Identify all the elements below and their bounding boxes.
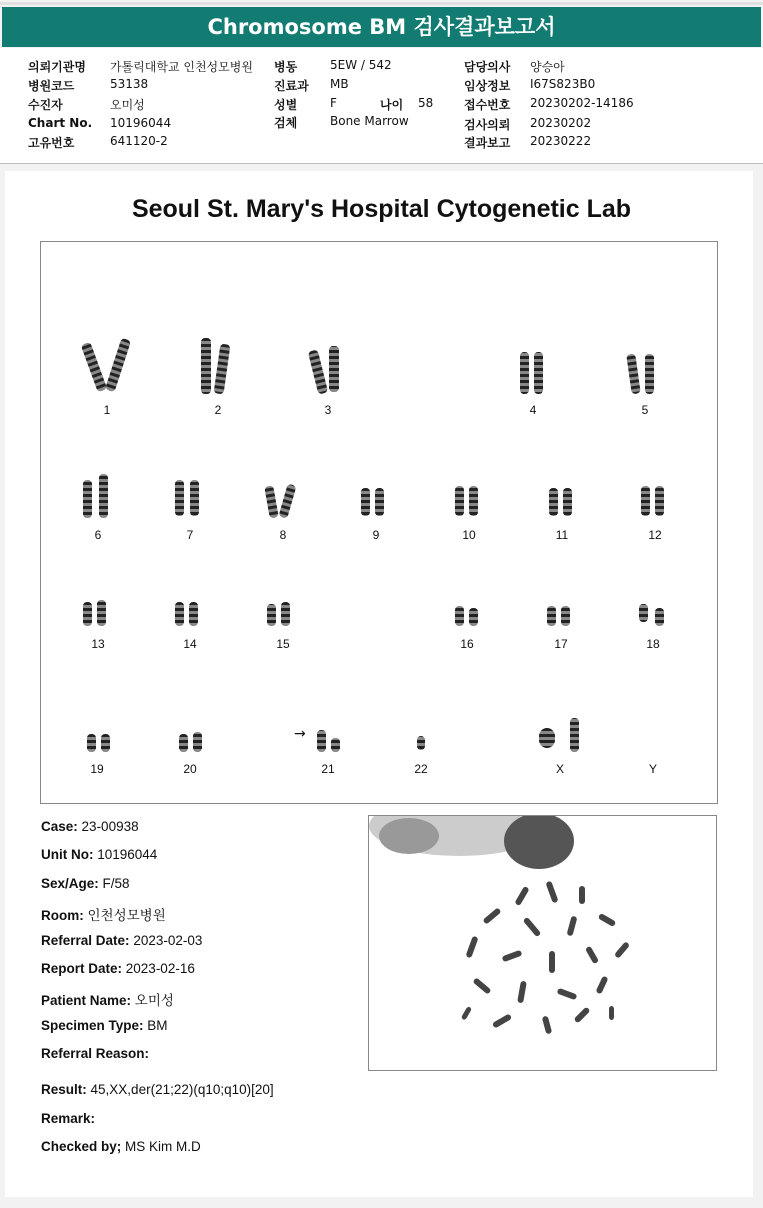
report-field-report-date: Report Date: 2023-02-16 (41, 961, 195, 976)
chromosome-label: 21 (321, 762, 335, 776)
report-field-unit: Unit No: 10196044 (41, 847, 158, 862)
chromosome-label: 19 (90, 762, 104, 776)
info-label: 접수번호 (464, 98, 511, 112)
abnormality-arrow-icon: → (294, 726, 306, 742)
info-label: 검사의뢰 (464, 118, 511, 132)
chromosome-label: 20 (183, 762, 197, 776)
chromosome-label: 13 (91, 637, 105, 651)
chromosome-label: 1 (103, 403, 111, 417)
metaphase-spread-image (368, 815, 717, 1071)
info-label: 수진자 (28, 98, 63, 112)
info-label: 임상정보 (464, 79, 511, 93)
chromosome-label: 5 (641, 403, 649, 417)
report-field-specimen: Specimen Type: BM (41, 1018, 168, 1033)
info-label: 담당의사 (464, 60, 511, 74)
report-field-patient-name: Patient Name: 오미성 (41, 993, 174, 1008)
info-value: 오미성 (110, 98, 145, 112)
info-value: 20230202 (530, 116, 592, 130)
info-value: 10196044 (110, 116, 172, 130)
info-label: 병동 (274, 60, 298, 74)
chromosome-label: X (555, 762, 564, 776)
chromosome-label: 15 (276, 637, 290, 651)
report-field-remark: Remark: (41, 1111, 96, 1126)
chromosome-label: 2 (214, 403, 222, 417)
info-label: 의뢰기관명 (28, 60, 86, 74)
chromosome-label: 4 (529, 403, 537, 417)
chromosome-label: 22 (414, 762, 428, 776)
info-label: 성별 (274, 98, 298, 112)
chromosome-label: Y (648, 762, 657, 776)
chromosome-label: 8 (279, 528, 287, 542)
info-value: 가톨릭대학교 인천성모병원 (110, 60, 253, 74)
report-field-referral-date: Referral Date: 2023-02-03 (41, 933, 203, 948)
report-field-result: Result: 45,XX,der(21;22)(q10;q10)[20] (41, 1082, 274, 1097)
top-border (0, 2, 763, 5)
report-banner: Chromosome BM 검사결과보고서 (2, 7, 761, 47)
chromosome-label: 16 (460, 637, 474, 651)
chromosome-label: 10 (462, 528, 476, 542)
info-value: 양승아 (530, 60, 565, 74)
chromosome-label: 7 (186, 528, 194, 542)
karyogram-image (41, 242, 717, 803)
report-field-sexage: Sex/Age: F/58 (41, 876, 130, 891)
report-field-room: Room: 인천성모병원 (41, 908, 166, 923)
info-label: 병원코드 (28, 79, 75, 93)
chromosome-label: 9 (372, 528, 380, 542)
chromosome-label: 3 (324, 403, 332, 417)
chromosome-label: 11 (555, 528, 569, 542)
chromosome-label: 18 (646, 637, 660, 651)
info-label: 진료과 (274, 79, 309, 93)
info-value: MB (330, 77, 349, 91)
karyogram-panel (40, 241, 718, 804)
info-value: 20230222 (530, 134, 592, 148)
info-value: 641120-2 (110, 134, 168, 148)
chromosome-label: 6 (94, 528, 102, 542)
info-value: 53138 (110, 77, 149, 91)
info-value: 58 (418, 96, 434, 110)
info-value: F (330, 96, 337, 110)
patient-info-panel (0, 48, 763, 164)
chromosome-label: 17 (554, 637, 568, 651)
info-label: 나이 (380, 98, 404, 112)
info-value: 20230202-14186 (530, 96, 634, 110)
info-label: 검체 (274, 116, 298, 130)
chromosome-label: 12 (648, 528, 662, 542)
lab-title: Seoul St. Mary's Hospital Cytogenetic Lab (131, 195, 632, 223)
report-field-referral-reason: Referral Reason: (41, 1046, 150, 1061)
info-value: Bone Marrow (330, 114, 409, 128)
info-value: 5EW / 542 (330, 58, 392, 72)
report-field-case: Case: 23-00938 (41, 819, 139, 834)
info-label: 고유번호 (28, 136, 75, 150)
info-value: I67S823B0 (530, 77, 596, 91)
report-field-checked-by: Checked by; MS Kim M.D (41, 1139, 201, 1154)
info-label: Chart No. (28, 116, 93, 130)
chromosome-label: 14 (183, 637, 197, 651)
info-label: 결과보고 (464, 136, 511, 150)
